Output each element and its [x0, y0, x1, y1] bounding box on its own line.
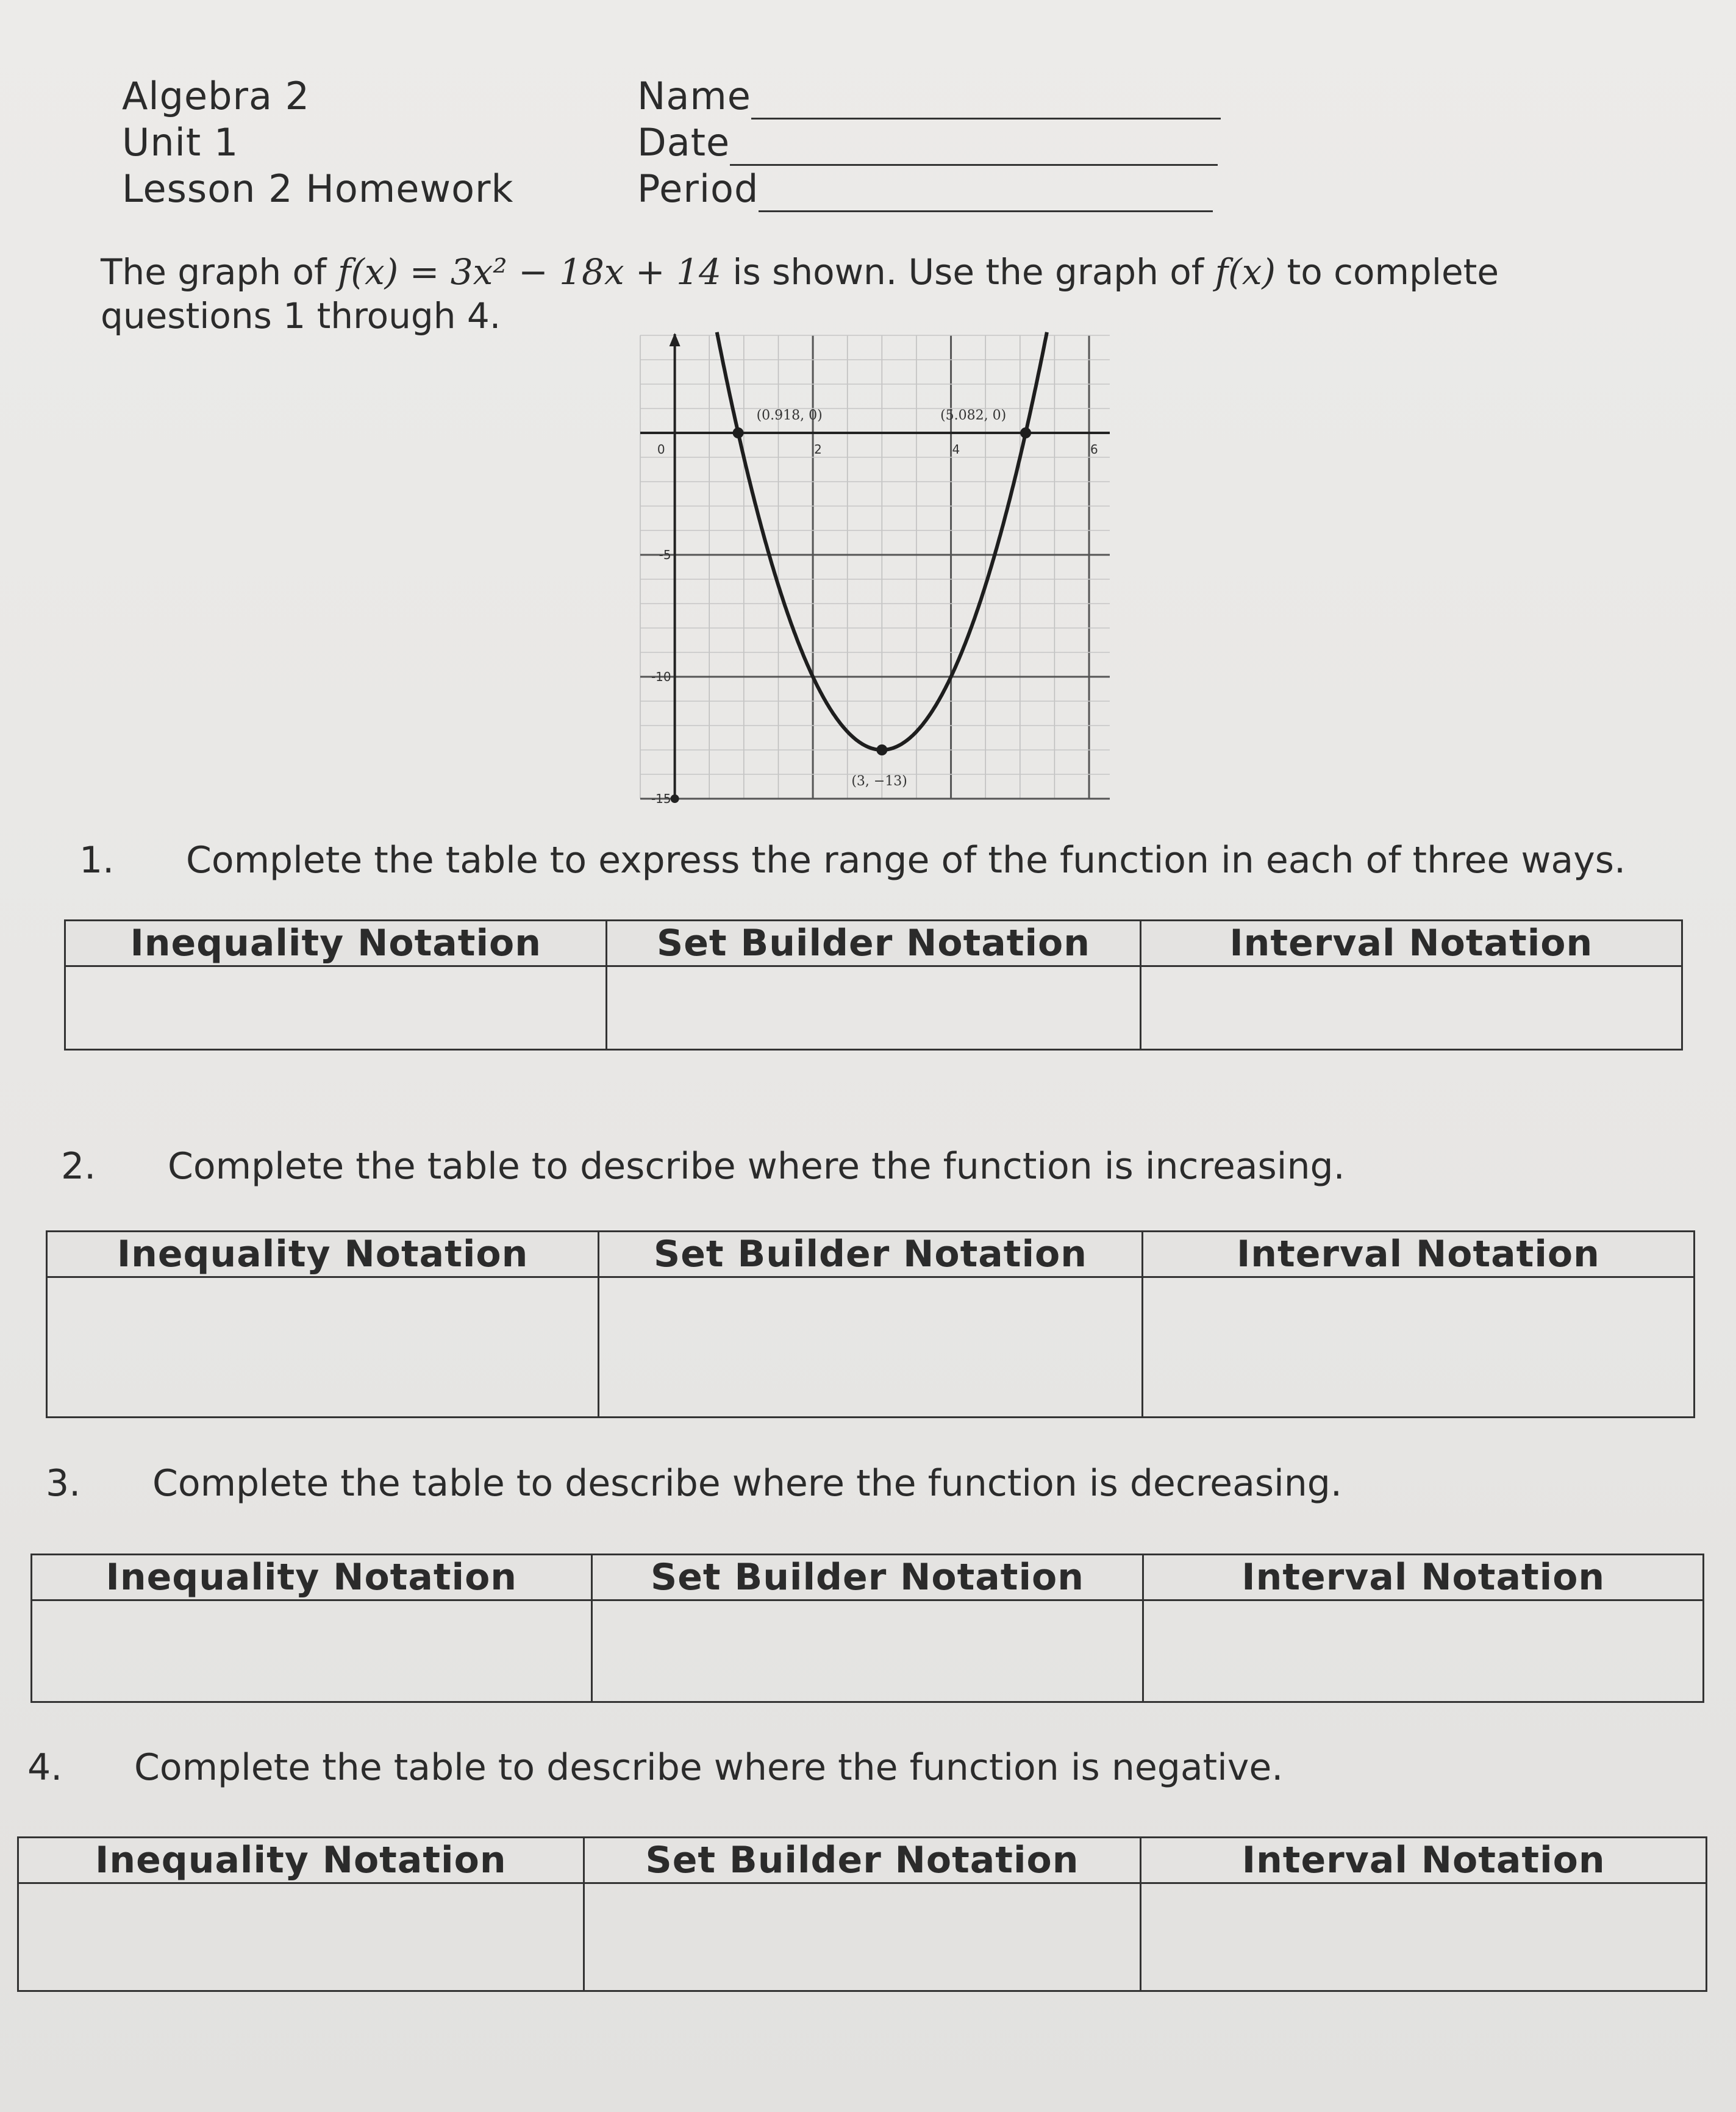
- grid-lines: [640, 335, 1110, 799]
- question-number: 3.: [46, 1462, 81, 1505]
- student-info: [637, 73, 1221, 212]
- date-blank[interactable]: [730, 127, 1218, 166]
- point-marker: [733, 427, 744, 438]
- name-label: Name: [637, 74, 751, 118]
- column-header: Inequality Notation: [18, 1838, 584, 1883]
- column-header: Inequality Notation: [47, 1232, 599, 1277]
- point-marker: [876, 744, 887, 755]
- question-number: 4.: [27, 1746, 63, 1789]
- x-tick-label: 2: [814, 442, 822, 457]
- date-label: Date: [637, 120, 730, 165]
- answer-cell-set-builder[interactable]: [599, 1277, 1143, 1418]
- answer-cell-set-builder[interactable]: [591, 1600, 1143, 1702]
- notation-table-3: [30, 1554, 1704, 1703]
- answer-cell-interval[interactable]: [1140, 966, 1682, 1050]
- column-header: Interval Notation: [1143, 1555, 1704, 1600]
- column-header: Interval Notation: [1142, 1232, 1694, 1277]
- answer-cell-inequality[interactable]: [18, 1883, 584, 1991]
- question-text: Complete the table to describe where the function is increasing.: [168, 1145, 1345, 1188]
- question-1: [79, 838, 1626, 882]
- answer-cell-inequality[interactable]: [65, 966, 607, 1050]
- column-header: Set Builder Notation: [591, 1555, 1143, 1600]
- function-expression: f(x) = 3x² − 18x + 14: [337, 251, 721, 293]
- answer-cell-inequality[interactable]: [32, 1600, 592, 1702]
- date-field[interactable]: [637, 120, 1221, 166]
- intro-paragraph: The graph of f(x) = 3x² − 18x + 14 is shown. Use the graph of f(x) to complete questions 1 through 4.: [101, 251, 1499, 337]
- answer-cell-interval[interactable]: [1143, 1600, 1704, 1702]
- answer-cell-interval[interactable]: [1141, 1883, 1707, 1991]
- point-label: (3, −13): [851, 774, 907, 789]
- question-2: [61, 1144, 1345, 1188]
- answer-cell-set-builder[interactable]: [607, 966, 1140, 1050]
- axis-endpoint: [671, 794, 679, 803]
- answer-cell-interval[interactable]: [1142, 1277, 1694, 1418]
- period-label: Period: [637, 166, 759, 211]
- column-header: Interval Notation: [1140, 921, 1682, 966]
- name-blank[interactable]: [751, 81, 1221, 120]
- column-header: Set Builder Notation: [599, 1232, 1143, 1277]
- y-tick-label: -15: [651, 791, 671, 805]
- course-title: Algebra 2: [122, 74, 310, 118]
- x-tick-label: 6: [1090, 442, 1098, 457]
- period-blank[interactable]: [759, 174, 1213, 212]
- name-field[interactable]: [637, 73, 1221, 120]
- question-text: Complete the table to express the range of the function in each of three ways.: [186, 839, 1626, 882]
- y-tick-label: -10: [651, 669, 671, 684]
- notation-table-2: [46, 1230, 1695, 1418]
- question-text: Complete the table to describe where the function is decreasing.: [152, 1462, 1342, 1505]
- answer-cell-set-builder[interactable]: [584, 1883, 1141, 1991]
- unit-label: Unit 1: [122, 120, 239, 165]
- column-header: Set Builder Notation: [607, 921, 1140, 966]
- x-tick-label: 4: [952, 442, 960, 457]
- column-header: Set Builder Notation: [584, 1838, 1141, 1883]
- answer-cell-inequality[interactable]: [47, 1277, 599, 1418]
- x-tick-label: 0: [657, 442, 665, 457]
- point-label: (5.082, 0): [940, 408, 1007, 423]
- column-header: Inequality Notation: [32, 1555, 592, 1600]
- lesson-label: Lesson 2 Homework: [122, 166, 514, 211]
- point-label: (0.918, 0): [756, 408, 823, 423]
- question-4: [27, 1746, 1283, 1789]
- column-header: Inequality Notation: [65, 921, 607, 966]
- notation-table-4: [17, 1836, 1707, 1992]
- parabola-graph: [628, 329, 1116, 805]
- notation-table-1: [64, 919, 1683, 1051]
- question-number: 2.: [61, 1145, 96, 1188]
- question-number: 1.: [79, 839, 115, 882]
- course-info: [122, 73, 513, 212]
- question-3: [46, 1461, 1342, 1505]
- point-marker: [1020, 427, 1031, 438]
- question-text: Complete the table to describe where the function is negative.: [134, 1746, 1284, 1789]
- column-header: Interval Notation: [1141, 1838, 1707, 1883]
- axes: [640, 333, 1110, 803]
- period-field[interactable]: [637, 166, 1221, 212]
- y-tick-label: -5: [659, 548, 671, 562]
